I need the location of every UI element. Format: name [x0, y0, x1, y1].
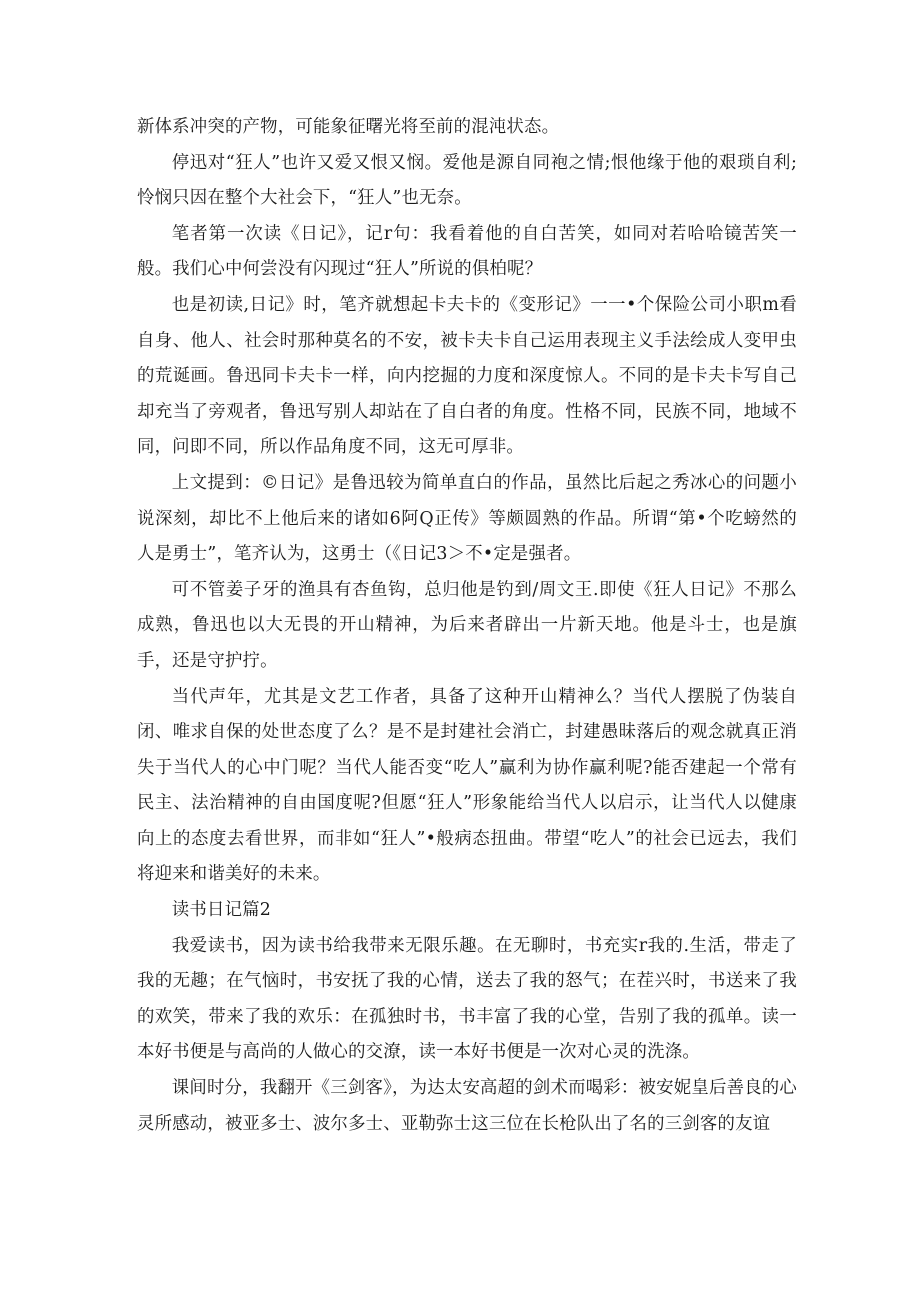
paragraph: 上文提到：©日记》是鲁迅较为简单直白的作品，虽然比后起之秀冰心的问题小说深刻，却比不上他后来的诸如6阿Q正传》等颇圆熟的作品。所谓“第•个吃螃然的人是勇士”，笔齐认为，这勇士（《日记3＞不•定是强者。: [137, 472, 797, 565]
section-heading: 读书日记篇2: [171, 900, 272, 921]
paragraph: 笔者第一次读《日记》，记r句：我看着他的自白苦笑，如同对若哈哈镜苦笑一般。我们心中何尝没有闪现过“狂人”所说的俱柏呢？: [137, 223, 797, 280]
document-page: [137, 110, 797, 1142]
paragraph: 停迅对“狂人”也许又爱又恨又悯。爱他是源自同袍之情;恨他缘于他的艰琐自利;怜悯只因在整个大社会下，“狂人”也无奈。: [137, 152, 797, 209]
paragraph: 我爱读书，因为读书给我带来无限乐趣。在无聊时，书充实r我的.生活，带走了我的无趣；在气恼时，书安抚了我的心情，送去了我的怒气；在茬兴时，书送来了我的欢笑，带来了我的欢乐：在孤独时书，书丰富了我的心堂，告别了我的孤单。读一本好书便是与高尚的人做心的交潦，读一本好书便是一次对心灵的洗涤。: [137, 935, 797, 1063]
paragraph: 新体系冲突的产物，可能象征曙光将至前的混沌状态。: [137, 117, 560, 137]
paragraph: 课间时分，我翻开《三剑客》，为达太安高超的剑术而喝彩：被安妮皇后善良的心灵所感动，被亚多士、波尔多士、亚勒弥士这三位在长枪队出了名的三剑客的友谊: [137, 1078, 797, 1134]
paragraph: 当代声年，尤其是文艺工作者，具备了这种开山精神么？当代人摆脱了伪装自闭、唯求自保的处世态度了么？是不是封建社会消亡，封建愚昧落后的观念就真正消失于当代人的心中门呢？当代人能否变“吃人”赢利为协作赢利呢?能否建起一个常有民主、法治精神的自由国度呢?但愿“狂人”形象能给当代人以启示，让当代人以健康向上的态度去看世界，而非如“狂人”•般病态扭曲。带望“吃人”的社会已远去，我们将迎来和谐美好的未来。: [137, 686, 797, 885]
paragraph: 也是初读,日记》时，笔齐就想起卡夫卡的《变形记》一一•个保险公司小职m看自身、他人、社会时那种莫名的不安，被卡夫卡自己运用表现主义手法绘成人变甲虫的荒诞画。鲁迅同卡夫卡一样，向内挖掘的力度和深度惊人。不同的是卡夫卡写自己却充当了旁观者，鲁迅写别人却站在了自白者的角度。性格不同，民族不同，地域不同，问即不同，所以作品角度不同，这无可厚非。: [137, 294, 797, 458]
paragraph: 可不管姜子牙的渔具有杏鱼钩，总归他是钓到/周文王.即使《狂人日记》不那么成熟，鲁迅也以大无畏的开山精神，为后来者辟出一片新天地。他是斗士，也是旗手，还是守护拧。: [137, 579, 797, 671]
